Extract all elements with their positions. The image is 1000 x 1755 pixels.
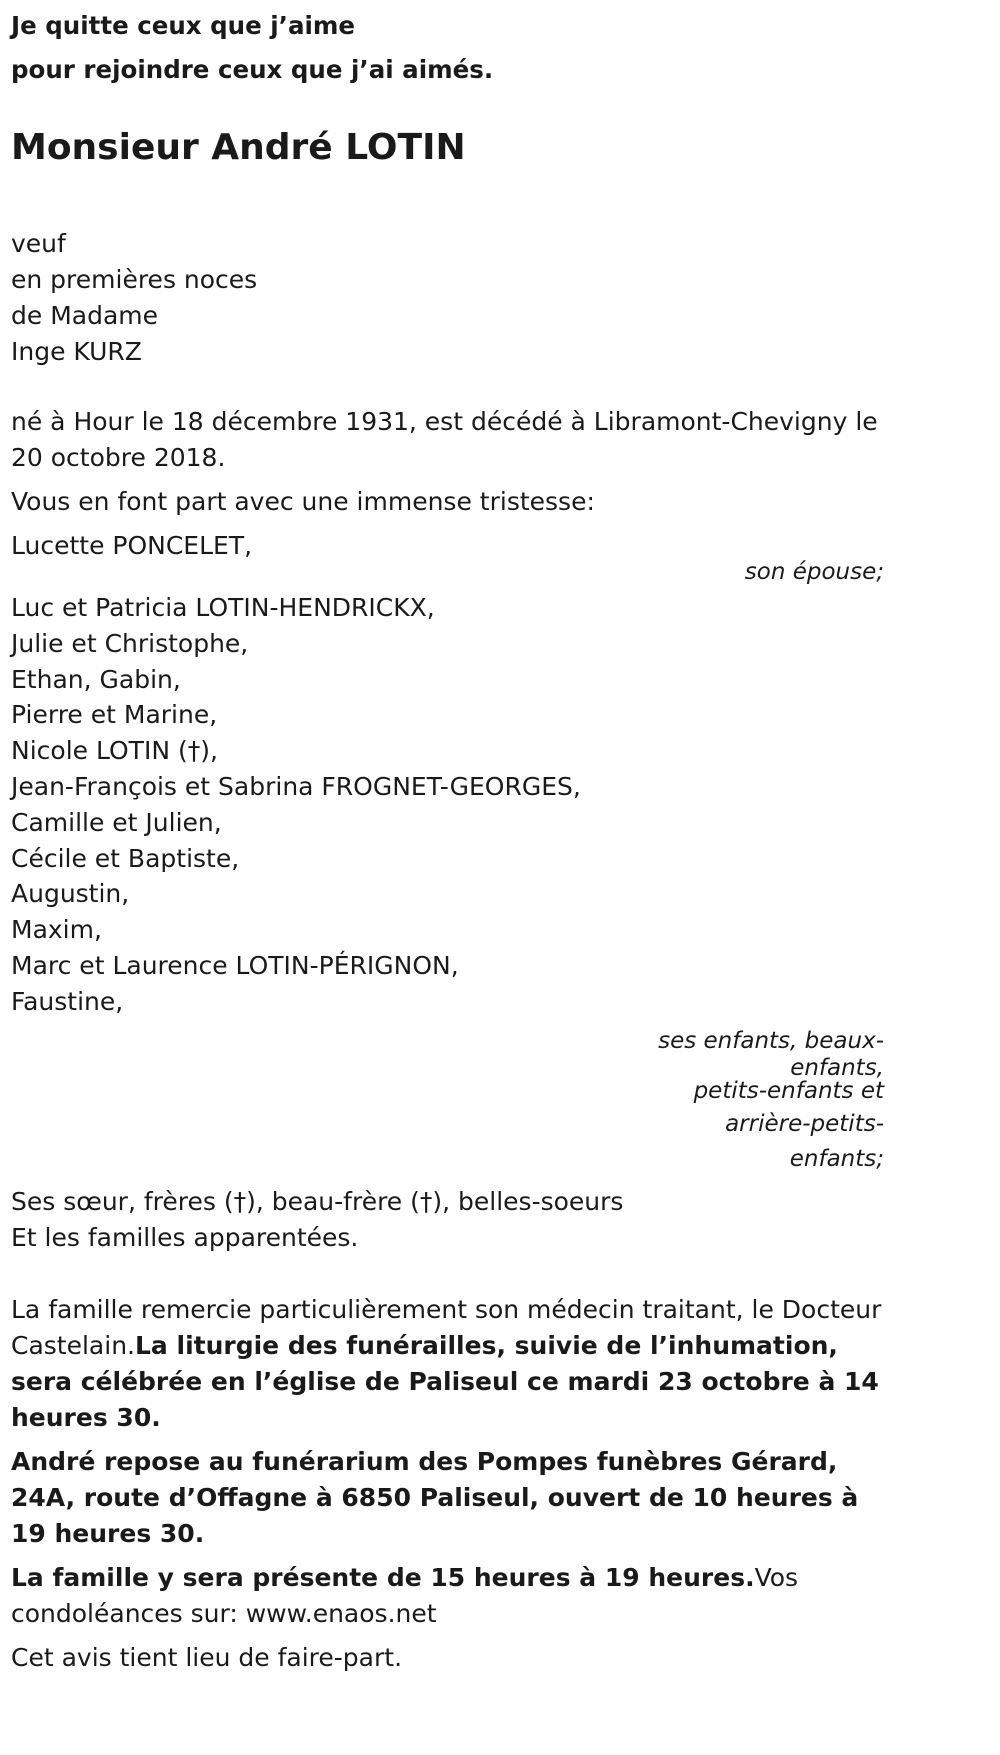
closing-text: Cet avis tient lieu de faire-part.: [11, 1642, 403, 1672]
list-item: Maxim,: [11, 915, 102, 945]
children-role-line: enfants,: [790, 1054, 884, 1081]
obituary-notice: [11, 0, 991, 1676]
children-list: [11, 590, 991, 1020]
list-item: Pierre et Marine,: [11, 700, 218, 730]
list-item: Julie et Christophe,: [11, 628, 249, 658]
announce-text: Vous en font part avec une immense tristesse:: [11, 487, 595, 516]
widower-block: [11, 226, 991, 370]
list-item: Cécile et Baptiste,: [11, 843, 240, 873]
siblings-line: Ses sœur, frères (†), beau-frère (†), belles-soeurs: [11, 1186, 624, 1216]
siblings-line: Et les familles apparentées.: [11, 1222, 359, 1252]
children-role-line: ses enfants, beaux-: [658, 1027, 884, 1054]
list-item: Ethan, Gabin,: [11, 664, 181, 694]
thanks-text: La famille remercie particulièrement son médecin traitant, le Docteur Castelain.: [11, 1294, 882, 1360]
widower-line: Inge KURZ: [11, 337, 142, 366]
list-item: Marc et Laurence LOTIN-PÉRIGNON,: [11, 950, 459, 980]
condolences-text: Vos condoléances sur: www.enaos.net: [11, 1562, 799, 1628]
children-role: [11, 1024, 884, 1174]
siblings-block: [11, 1184, 991, 1256]
children-role-line: arrière-petits-: [725, 1110, 884, 1137]
widower-line: en premières noces: [11, 265, 258, 294]
funeral-liturgy-text: La liturgie des funérailles, suivie de l’inhumation, sera célébrée en l’église de Paliseul ce mardi 23 octobre à 14 heures 30.: [11, 1330, 879, 1432]
spouse-name: Lucette PONCELET,: [11, 531, 253, 560]
list-item: Faustine,: [11, 986, 124, 1016]
list-item: Camille et Julien,: [11, 807, 222, 837]
list-item: Luc et Patricia LOTIN-HENDRICKX,: [11, 593, 435, 622]
presence-paragraph: [11, 1560, 891, 1632]
children-role-line: enfants;: [789, 1145, 884, 1172]
children-role-line: petits-enfants et: [693, 1077, 884, 1104]
epigraph-line-1: Je quitte ceux que j’aime: [11, 11, 356, 40]
birth-death-text: né à Hour le 18 décembre 1931, est décédé à Libramont-Chevigny le 20 octobre 2018.: [11, 407, 878, 472]
funerarium-text: André repose au funérarium des Pompes funèbres Gérard, 24A, route d’Offagne à 6850 Paliseul, ouvert de 10 heures à 19 heures 30.: [11, 1446, 859, 1548]
thanks-paragraph: [11, 1292, 891, 1436]
widower-line: veuf: [11, 229, 66, 258]
epigraph: [11, 0, 991, 95]
list-item: Nicole LOTIN (†),: [11, 736, 218, 766]
rest-paragraph: [11, 1444, 891, 1552]
spouse-role-text: son épouse;: [744, 559, 884, 585]
presence-text: La famille y sera présente de 15 heures à 19 heures.: [11, 1562, 755, 1592]
epigraph-line-2: pour rejoindre ceux que j’ai aimés.: [11, 55, 494, 84]
deceased-name: Monsieur André LOTIN: [11, 127, 466, 168]
widower-line: de Madame: [11, 301, 159, 330]
list-item: Augustin,: [11, 879, 130, 909]
list-item: Jean-François et Sabrina FROGNET-GEORGES,: [11, 771, 581, 801]
